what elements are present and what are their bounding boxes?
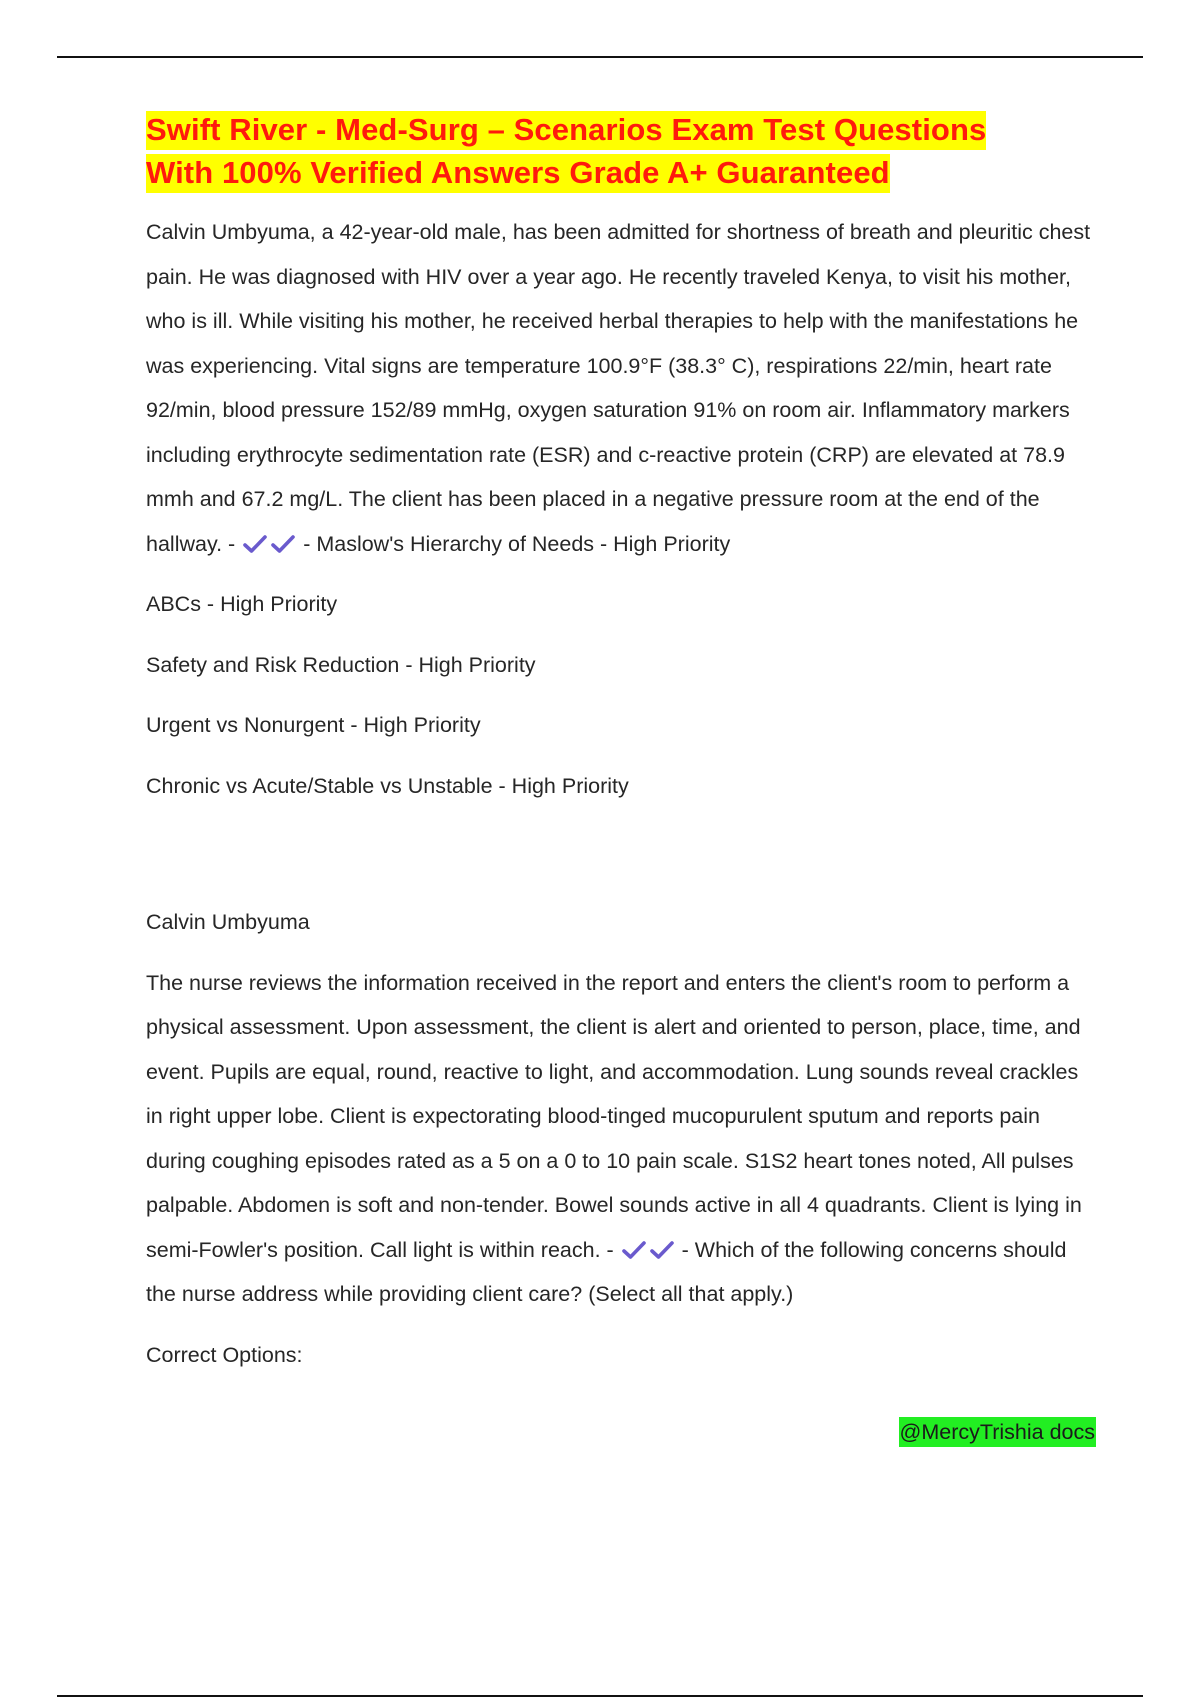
priority-item: Urgent vs Nonurgent - High Priority bbox=[146, 713, 481, 737]
scenario-2-question: - Which of the following concerns should the nurse address while providing client care? (Select all that apply.) bbox=[146, 1237, 1067, 1306]
scenario-1-text: Calvin Umbyuma, a 42-year-old male, has been admitted for shortness of breath and pleuritic chest pain. He was diagnosed with HIV over a year ago. He recently traveled Kenya, to visit his mother, who is ill. While visiting his mother, he received herbal therapies to help with the manifestations he was experiencing. Vital signs are temperature 100.9°F (38.3° C), respirations 22/min, heart rate 92/min, blood pressure 152/89 mmHg, oxygen saturation 91% on room air. Inflammatory markers including erythrocyte sedimentation rate (ESR) and c-reactive protein (CRP) are elevated at 78.9 mmh and 67.2 mg/L. The client has been placed in a negative pressure room at the end of the hallway. - bbox=[146, 220, 1091, 556]
correct-options-label: Correct Options: bbox=[146, 1342, 303, 1367]
check-mark-icon bbox=[622, 1240, 646, 1260]
priority-item: ABCs - High Priority bbox=[146, 592, 338, 616]
document-title bbox=[146, 108, 1096, 194]
title-line-1: Swift River - Med-Surg – Scenarios Exam Test Questions bbox=[146, 111, 986, 150]
check-mark-icon bbox=[271, 534, 295, 554]
check-mark-icon bbox=[650, 1240, 674, 1260]
top-rule bbox=[57, 56, 1143, 58]
scenario-2-paragraph bbox=[146, 961, 1096, 1317]
scenario-1-answer: - Maslow's Hierarchy of Needs - High Priority bbox=[303, 531, 731, 556]
priority-item: Safety and Risk Reduction - High Priority bbox=[146, 652, 536, 677]
scenario-1-paragraph bbox=[146, 210, 1096, 566]
title-line-2: With 100% Verified Answers Grade A+ Guaranteed bbox=[146, 154, 890, 193]
scenario-2-text: The nurse reviews the information received in the report and enters the client's room to perform a physical assessment. Upon assessment, the client is alert and oriented to person, place, time, and event. Pupils are equal, round, reactive to light, and accommodation. Lung sounds reveal crackles in right upper lobe. Client is expectorating blood-tinged mucopurulent sputum and reports pain during coughing episodes rated as a 5 on a 0 to 10 pain scale. S1S2 heart tones noted, All pulses palpable. Abdomen is soft and non-tender. Bowel sounds active in all 4 quadrants. Client is lying in semi-Fowler's position. Call light is within reach. - bbox=[146, 970, 1082, 1262]
watermark: @MercyTrishia docs bbox=[899, 1417, 1096, 1447]
section-spacer bbox=[146, 824, 1096, 900]
client-name: Calvin Umbyuma bbox=[146, 910, 310, 934]
priority-item: Chronic vs Acute/Stable vs Unstable - High Priority bbox=[146, 773, 629, 798]
document-body bbox=[146, 108, 1096, 1447]
watermark-row bbox=[146, 1417, 1096, 1447]
check-mark-icon bbox=[243, 534, 267, 554]
bottom-rule bbox=[57, 1695, 1143, 1697]
